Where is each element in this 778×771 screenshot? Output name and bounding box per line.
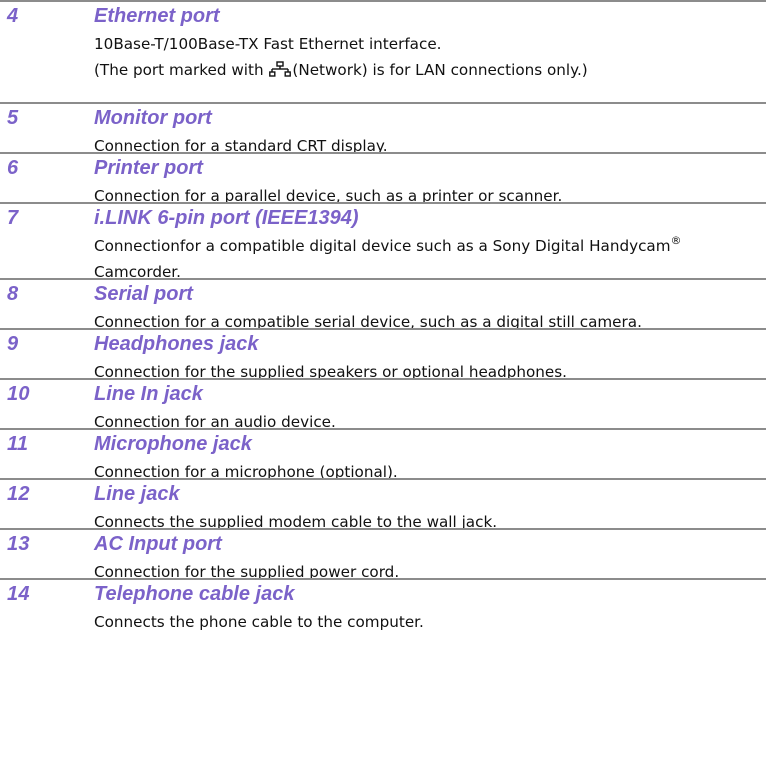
item-title: Microphone jack — [94, 433, 252, 455]
item-number: 11 — [7, 433, 29, 455]
item-description: Connects the supplied modem cable to the wall jack. — [94, 513, 498, 531]
list-item-headphones-jack — [0, 328, 766, 381]
item-number: 7 — [7, 207, 19, 229]
list-item-ethernet-port — [0, 0, 766, 102]
item-title: Ethernet port — [94, 5, 220, 27]
item-title: Line jack — [94, 483, 180, 505]
item-description: Connection for the supplied power cord. — [94, 563, 400, 581]
item-number: 10 — [7, 383, 30, 405]
list-item-serial-port — [0, 278, 766, 331]
item-number: 13 — [7, 533, 30, 555]
item-description: Connection for a standard CRT display. — [94, 137, 388, 155]
description-line: 10Base-T/100Base-TX Fast Ethernet interface. — [94, 35, 442, 53]
description-text: (Network) is for LAN connections only.) — [292, 61, 588, 79]
item-number: 4 — [7, 5, 19, 27]
item-description: Connection for the supplied speakers or optional headphones. — [94, 363, 568, 381]
list-item-monitor-port — [0, 102, 766, 155]
item-description: Connection for a parallel device, such as a printer or scanner. — [94, 187, 563, 205]
item-number: 5 — [7, 107, 19, 129]
item-description: Connection for a microphone (optional). — [94, 463, 398, 481]
description-text: Connectionfor a compatible digital device such as a Sony Digital Handycam — [94, 237, 671, 255]
list-item-ac-input-port — [0, 528, 766, 581]
list-item-line-in-jack — [0, 378, 766, 431]
description-text: (The port marked with — [94, 61, 269, 79]
item-title: i.LINK 6-pin port (IEEE1394) — [94, 207, 359, 229]
item-number: 9 — [7, 333, 19, 355]
item-description: Connection for a compatible serial device, such as a digital still camera. — [94, 313, 642, 331]
list-item-microphone-jack — [0, 428, 766, 481]
list-item-line-jack — [0, 478, 766, 531]
list-item-printer-port — [0, 152, 766, 205]
item-description: Connection for an audio device. — [94, 413, 336, 431]
list-item-ilink-port — [0, 202, 766, 281]
description-line — [94, 233, 682, 259]
item-description — [94, 31, 588, 85]
list-item-telephone-cable-jack — [0, 578, 766, 629]
registered-mark: ® — [670, 234, 682, 247]
item-description: Connects the phone cable to the computer. — [94, 613, 424, 631]
item-title: Monitor port — [94, 107, 212, 129]
item-title: Serial port — [94, 283, 193, 305]
item-number: 12 — [7, 483, 30, 505]
item-number: 14 — [7, 583, 30, 605]
item-number: 6 — [7, 157, 19, 179]
item-title: Telephone cable jack — [94, 583, 295, 605]
item-title: Line In jack — [94, 383, 203, 405]
item-title: AC Input port — [94, 533, 222, 555]
description-line — [94, 57, 588, 85]
description-line: Camcorder. — [94, 263, 181, 281]
item-title: Headphones jack — [94, 333, 259, 355]
network-icon — [269, 59, 291, 85]
item-number: 8 — [7, 283, 19, 305]
item-title: Printer port — [94, 157, 203, 179]
